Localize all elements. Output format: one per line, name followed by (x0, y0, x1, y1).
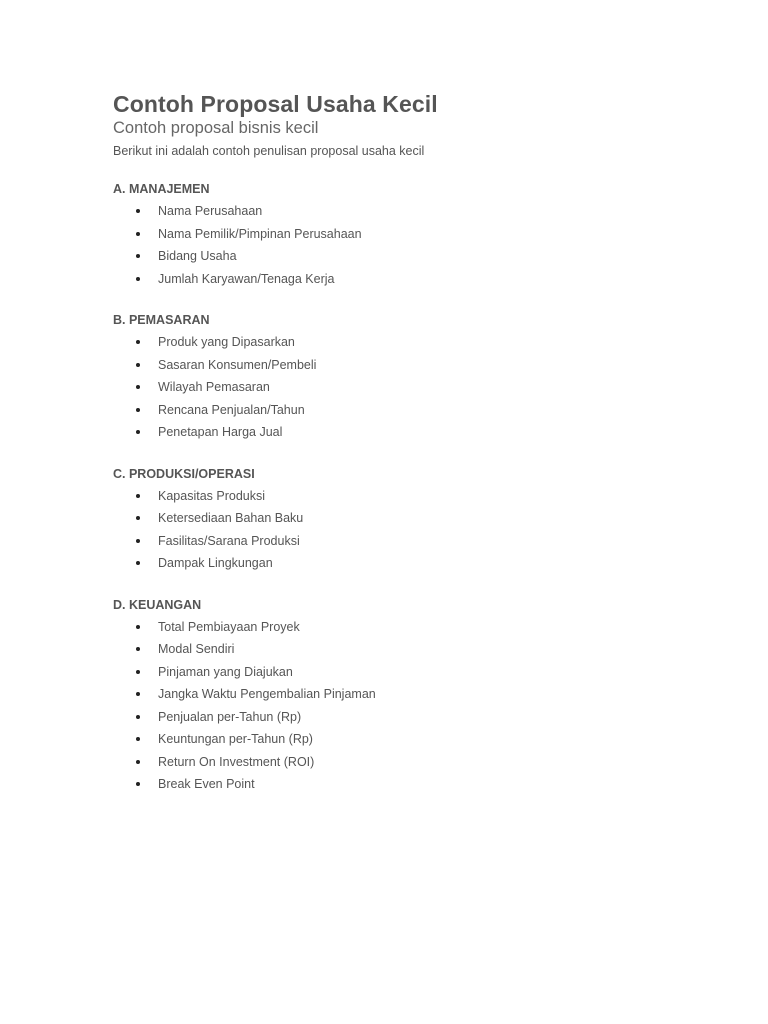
bullet-icon (136, 363, 140, 367)
bullet-icon (136, 715, 140, 719)
list-item-text: Keuntungan per-Tahun (Rp) (158, 732, 313, 746)
list-item-text: Dampak Lingkungan (158, 556, 273, 570)
bullet-icon (136, 516, 140, 520)
bullet-icon (136, 561, 140, 565)
list-item (113, 683, 713, 706)
bullet-icon (136, 692, 140, 696)
document-title: Contoh Proposal Usaha Kecil (113, 91, 438, 117)
list-item-text: Nama Pemilik/Pimpinan Perusahaan (158, 226, 362, 241)
list-item (113, 485, 713, 508)
bullet-icon (136, 232, 140, 236)
bullet-icon (136, 340, 140, 344)
list-item (113, 421, 713, 444)
list-item-text: Fasilitas/Sarana Produksi (158, 533, 300, 548)
list-item (113, 706, 713, 729)
list-item (113, 268, 713, 291)
bullet-list (113, 200, 713, 290)
bullet-icon (136, 625, 140, 629)
bullet-icon (136, 494, 140, 498)
section-heading: A. MANAJEMEN (113, 182, 210, 196)
bullet-icon (136, 647, 140, 651)
section-manajemen (113, 181, 713, 290)
bullet-icon (136, 782, 140, 786)
bullet-icon (136, 539, 140, 543)
bullet-list (113, 485, 713, 575)
list-item (113, 354, 713, 377)
list-item-text: Nama Perusahaan (158, 204, 263, 218)
list-item-text: Total Pembiayaan Proyek (158, 619, 300, 634)
list-item (113, 507, 713, 530)
list-item (113, 661, 713, 684)
bullet-icon (136, 408, 140, 412)
list-item-text: Wilayah Pemasaran (158, 380, 270, 394)
list-item (113, 200, 713, 223)
bullet-icon (136, 760, 140, 764)
list-item-text: Return On Investment (ROI) (158, 754, 315, 769)
document-intro: Berikut ini adalah contoh penulisan proposal usaha kecil (113, 144, 425, 158)
section-heading: C. PRODUKSI/OPERASI (113, 466, 255, 481)
list-item-text: Sasaran Konsumen/Pembeli (158, 357, 317, 372)
list-item-text: Jumlah Karyawan/Tenaga Kerja (158, 271, 335, 286)
list-item-text: Produk yang Dipasarkan (158, 335, 295, 349)
list-item-text: Penetapan Harga Jual (158, 425, 283, 439)
list-item (113, 638, 713, 661)
list-item (113, 376, 713, 399)
list-item (113, 728, 713, 751)
section-keuangan (113, 597, 713, 796)
bullet-list (113, 616, 713, 796)
document-page (113, 90, 713, 796)
list-item (113, 530, 713, 553)
list-item (113, 751, 713, 774)
bullet-icon (136, 277, 140, 281)
list-item-text: Modal Sendiri (158, 642, 235, 656)
section-heading: D. KEUANGAN (113, 597, 202, 612)
bullet-list (113, 331, 713, 444)
list-item (113, 331, 713, 354)
document-subtitle: Contoh proposal bisnis kecil (113, 119, 319, 137)
section-pemasaran (113, 312, 713, 444)
list-item (113, 552, 713, 575)
section-produksi-operasi (113, 466, 713, 575)
list-item-text: Break Even Point (158, 777, 255, 791)
list-item-text: Jangka Waktu Pengembalian Pinjaman (158, 687, 376, 701)
list-item-text: Ketersediaan Bahan Baku (158, 511, 304, 525)
bullet-icon (136, 737, 140, 741)
bullet-icon (136, 209, 140, 213)
list-item-text: Bidang Usaha (158, 249, 237, 263)
bullet-icon (136, 670, 140, 674)
bullet-icon (136, 385, 140, 389)
list-item (113, 245, 713, 268)
list-item (113, 223, 713, 246)
list-item-text: Penjualan per-Tahun (Rp) (158, 709, 302, 724)
list-item (113, 616, 713, 639)
section-heading: B. PEMASARAN (113, 313, 210, 327)
list-item (113, 773, 713, 796)
list-item-text: Rencana Penjualan/Tahun (158, 402, 305, 417)
list-item-text: Pinjaman yang Diajukan (158, 664, 293, 679)
bullet-icon (136, 430, 140, 434)
list-item (113, 399, 713, 422)
list-item-text: Kapasitas Produksi (158, 488, 266, 503)
bullet-icon (136, 254, 140, 258)
